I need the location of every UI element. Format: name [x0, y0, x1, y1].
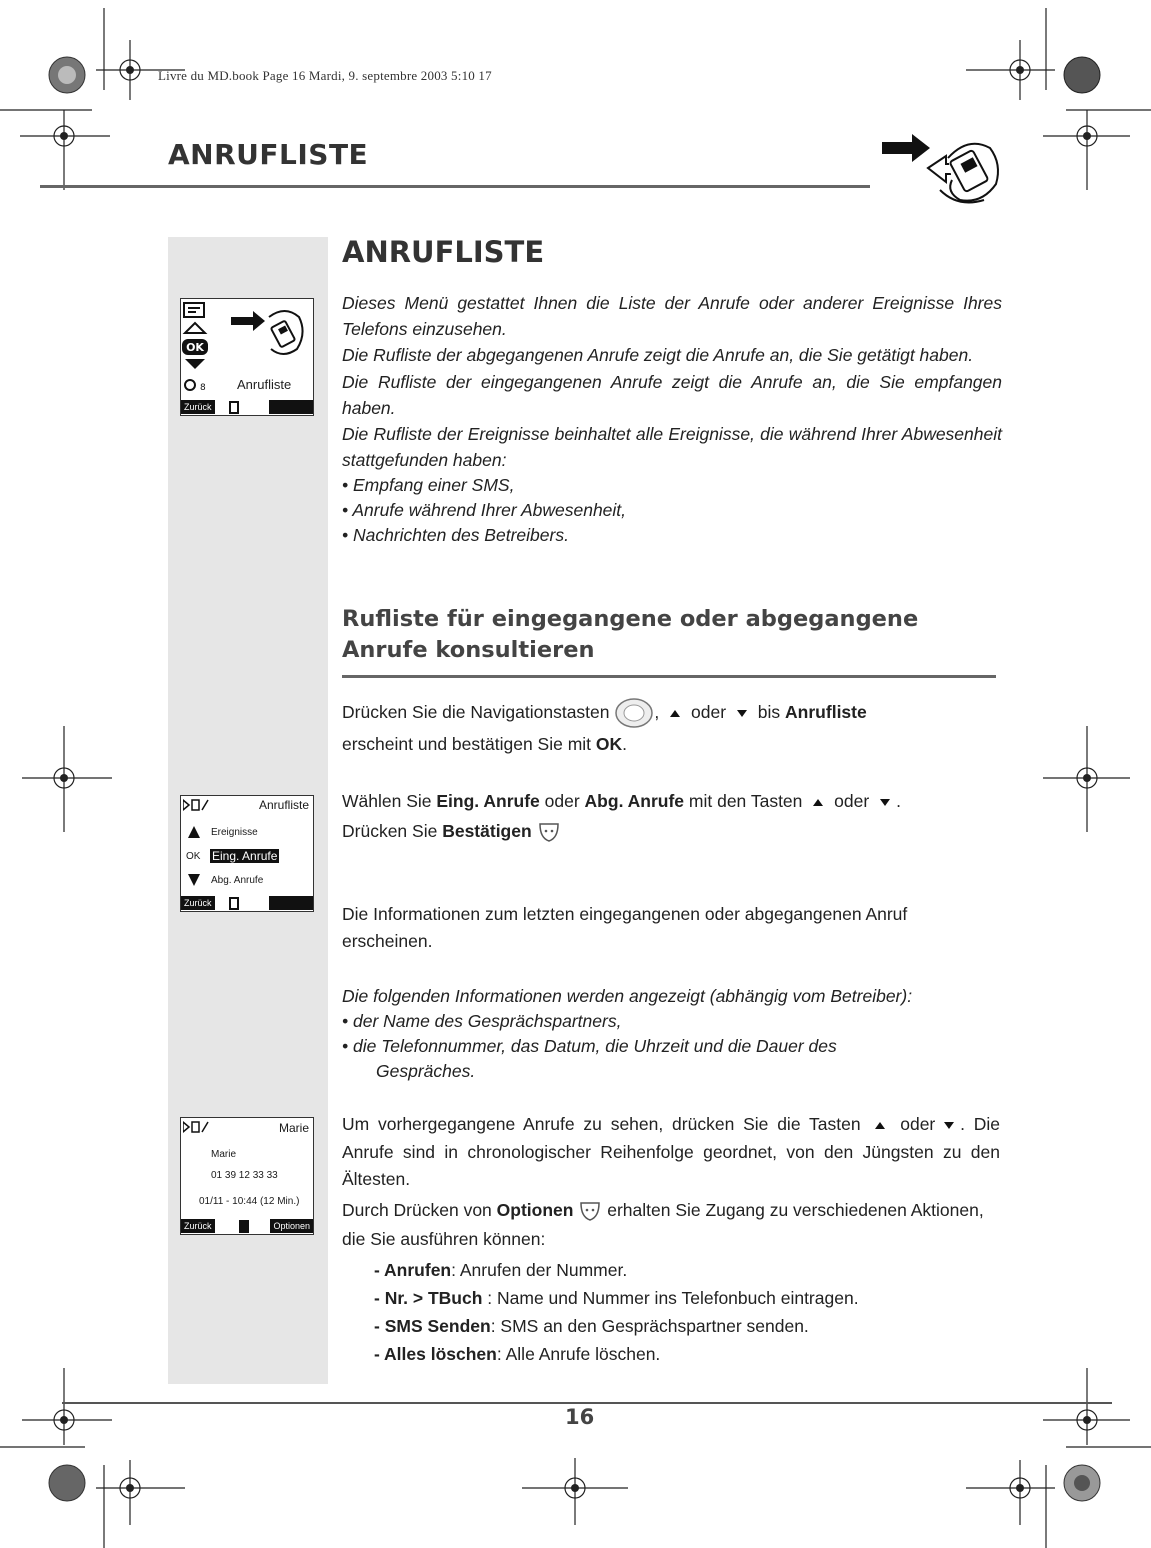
- step4-text: oder: [900, 1114, 936, 1134]
- step1-text: ,: [654, 702, 660, 722]
- event-list: [342, 473, 1002, 548]
- step2-text: oder: [544, 791, 580, 811]
- option-name: - Nr. > TBuch: [374, 1288, 483, 1308]
- option-desc: : SMS an den Gesprächspartner senden.: [490, 1316, 809, 1336]
- step4-text: . Die Anrufe sind in chronologischer Reihenfolge geordnet, von den Jüngsten zu den Ältesten.: [342, 1114, 1001, 1189]
- menu-screen-label: Anrufliste: [237, 377, 292, 392]
- list-screen-title: Anrufliste: [258, 798, 309, 812]
- intro-text: [342, 290, 1002, 548]
- step-options: [342, 1196, 1000, 1254]
- option-name: - Anrufen: [374, 1260, 452, 1280]
- list-item-outgoing[interactable]: Abg. Anrufe: [211, 875, 264, 886]
- step2-text: .: [896, 791, 901, 811]
- step-info: Die Informationen zum letzten eingegangenen oder abgegangenen Anruf erscheinen.: [342, 904, 908, 951]
- phone-screen-menu: [180, 298, 314, 416]
- info-block: [342, 984, 1000, 1084]
- intro-paragraph: Dieses Menü gestattet Ihnen die Liste der Anrufe oder anderer Ereignisse Ihres Telefons einzusehen.: [342, 293, 1002, 340]
- subheading-rule: [342, 675, 996, 678]
- call-list-chapter-icon: [878, 128, 1008, 212]
- step1-text: .: [622, 734, 628, 755]
- status-icons: [183, 798, 217, 812]
- option-name: - SMS Senden: [374, 1316, 491, 1336]
- list-item: • Empfang einer SMS,: [342, 475, 515, 496]
- intro-paragraph: Die Rufliste der eingegangenen Anrufe zeigt die Anrufe an, die Sie empfangen haben.: [342, 371, 1002, 418]
- up-arrow-icon: [813, 799, 823, 806]
- option-name: - Alles löschen: [374, 1344, 497, 1364]
- step5-bold: Optionen: [496, 1200, 574, 1220]
- detail-softkeys: [181, 1218, 313, 1234]
- list-softkeys: [181, 895, 313, 911]
- step1-bold: OK: [595, 734, 623, 755]
- softkey-options[interactable]: Optionen: [270, 1219, 313, 1233]
- step1-text: erscheint und bestätigen Sie mit: [342, 734, 592, 755]
- step-navigate: [342, 697, 1000, 759]
- softkey-icon: [537, 820, 561, 844]
- step1-bold: Anrufliste: [785, 702, 867, 722]
- list-item-events[interactable]: Ereignisse: [211, 827, 258, 838]
- status-icons: [183, 1120, 217, 1134]
- softkey-back[interactable]: Zurück: [181, 400, 215, 414]
- info-bullet: • der Name des Gesprächspartners,: [342, 1011, 622, 1031]
- menu-softkeys: [181, 399, 313, 415]
- menu-icons-column: [181, 299, 211, 399]
- contact-number: 01 39 12 33 33: [211, 1170, 278, 1181]
- option-desc: : Anrufen der Nummer.: [451, 1260, 628, 1280]
- ok-label: OK: [186, 851, 201, 862]
- step2-text: oder: [834, 791, 870, 811]
- options-list: [374, 1256, 1032, 1368]
- contact-name: Marie: [211, 1149, 237, 1160]
- up-arrow-icon: [875, 1122, 885, 1129]
- step5-text: erhalten Sie Zugang zu verschiedenen Aktionen, die Sie ausführen können:: [342, 1200, 984, 1249]
- softkey-back[interactable]: Zurück: [181, 1219, 215, 1233]
- title-rule: [40, 185, 870, 188]
- softkey-right-blank[interactable]: [269, 400, 313, 414]
- intro-paragraph: Die Rufliste der abgegangenen Anrufe zeigt die Anrufe an, die Sie getätigt haben.: [342, 345, 974, 366]
- step-browse: [342, 1111, 1000, 1194]
- list-item: • Anrufe während Ihrer Abwesenheit,: [342, 500, 627, 521]
- battery-icon: [229, 401, 239, 414]
- down-arrow-icon: [880, 799, 890, 806]
- option-desc: : Name und Nummer ins Telefonbuch eintragen.: [482, 1288, 859, 1308]
- step2-bold: Eing. Anrufe: [436, 791, 540, 811]
- list-item: • Nachrichten des Betreibers.: [342, 525, 569, 546]
- step4-text: Um vorhergegangene Anrufe zu sehen, drücken Sie die Tasten: [342, 1114, 861, 1134]
- up-arrow-icon: [670, 710, 680, 717]
- footer-rule: [62, 1402, 1112, 1404]
- list-item: [374, 1312, 1032, 1340]
- step1-text: oder: [691, 702, 727, 722]
- option-desc: : Alle Anrufe löschen.: [496, 1344, 661, 1364]
- intro-paragraph: Die Rufliste der Ereignisse beinhaltet alle Ereignisse, die während Ihrer Abwesenheit stattgefunden haben:: [342, 424, 1002, 471]
- phone-screen-list: [180, 795, 314, 912]
- call-datetime: 01/11 - 10:44 (12 Min.): [199, 1196, 300, 1207]
- subheading: Rufliste für eingegangene oder abgegangene Anrufe konsultieren: [342, 606, 919, 663]
- info-bullet-continued: Gespräches.: [376, 1061, 476, 1081]
- step-select: [342, 786, 1000, 846]
- info-bullet: • die Telefonnummer, das Datum, die Uhrzeit und die Dauer des: [342, 1036, 837, 1056]
- softkey-back[interactable]: Zurück: [181, 896, 215, 910]
- step2-text: Wählen Sie: [342, 791, 432, 811]
- up-arrow-icon: [188, 826, 200, 838]
- step2-bold: Bestätigen: [442, 821, 532, 841]
- info-lead: Die folgenden Informationen werden angezeigt (abhängig vom Betreiber):: [342, 986, 913, 1006]
- phone-screen-detail: [180, 1117, 314, 1235]
- page-title: ANRUFLISTE: [168, 138, 369, 171]
- section-title: ANRUFLISTE: [342, 235, 545, 269]
- softkey-right-blank[interactable]: [269, 896, 313, 910]
- softkey-icon: [578, 1199, 602, 1223]
- svg-text:8: 8: [200, 383, 206, 393]
- list-item: [374, 1340, 1032, 1368]
- down-arrow-icon: [944, 1122, 954, 1129]
- page-number: 16: [565, 1405, 595, 1429]
- print-header: Livre du MD.book Page 16 Mardi, 9. septembre 2003 5:10 17: [158, 68, 492, 83]
- battery-icon: [229, 897, 239, 910]
- down-arrow-icon: [737, 710, 747, 717]
- svg-text:OK: OK: [186, 341, 204, 354]
- list-item: [374, 1256, 1032, 1284]
- step1-text: Drücken Sie die Navigationstasten: [342, 702, 610, 722]
- step5-text: Durch Drücken von: [342, 1200, 492, 1220]
- step2-bold: Abg. Anrufe: [584, 791, 685, 811]
- step2-text: mit den Tasten: [688, 791, 803, 811]
- list-item-selected[interactable]: Eing. Anrufe: [212, 849, 278, 863]
- down-arrow-icon: [188, 874, 200, 886]
- list-item: [374, 1284, 1032, 1312]
- battery-icon: [239, 1220, 249, 1233]
- step2-text: Drücken Sie: [342, 821, 438, 841]
- anrufliste-menu-icon: [229, 305, 309, 365]
- navigation-key-icon: [614, 697, 654, 729]
- step1-text: bis: [757, 702, 781, 722]
- detail-screen-title: Marie: [278, 1121, 309, 1135]
